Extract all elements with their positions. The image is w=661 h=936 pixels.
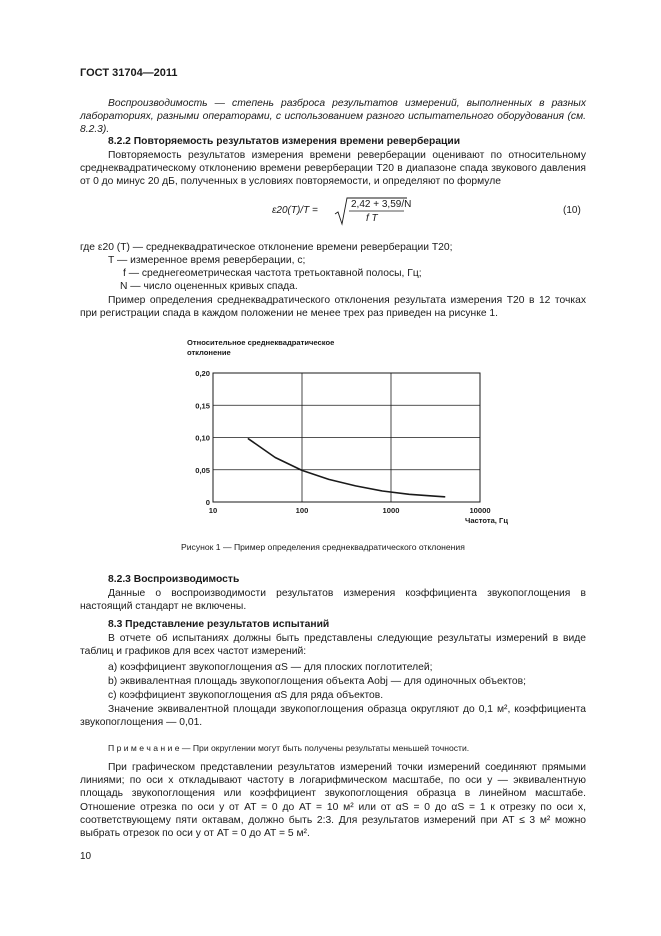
- x-tick-label: 100: [295, 506, 309, 515]
- figure-caption: Рисунок 1 — Пример определения среднеквадратического отклонения: [181, 542, 465, 552]
- y-axis-title-line2: отклонение: [187, 348, 231, 357]
- x-tick-label: 10000: [469, 506, 491, 515]
- list-item-a: a) коэффициент звукопоглощения αS — для плоских поглотителей;: [108, 662, 433, 673]
- formula-numerator: 2,42 + 3,59/N: [351, 199, 412, 210]
- y-tick-label: 0,10: [195, 433, 210, 443]
- definition-n: N — число оцененных кривых спада.: [120, 281, 298, 292]
- x-tick-label: 10: [208, 506, 218, 515]
- document-code: ГОСТ 31704—2011: [80, 67, 178, 79]
- formula-lhs: ε20(T)/T =: [272, 205, 318, 216]
- where-clause: где ε20 (T) — среднеквадратическое отклонение времени реверберации T20;: [80, 242, 453, 253]
- list-item-c: c) коэффициент звукопоглощения αS для ряда объектов.: [108, 690, 384, 701]
- reproducibility-definition: Воспроизводимость — степень разброса результатов измерений, выполненных в разных лабораториях, разными операторами, с использованием разного испытательного оборудования (см. 8.2.3).: [80, 98, 586, 136]
- formula-10: [272, 205, 318, 216]
- y-axis-title-line1: Относительное среднеквадратическое: [187, 338, 335, 347]
- y-tick-label: 0,15: [195, 401, 210, 411]
- y-tick-label: 0,05: [195, 465, 210, 475]
- example-paragraph: Пример определения среднеквадратического отклонения результата измерения T20 в 12 точках при регистрации спада в каждом положении не менее трех раз приведен на рисунке 1.: [80, 295, 586, 320]
- definition-f: f — среднегеометрическая частота третьоктавной полосы, Гц;: [123, 268, 422, 279]
- note: П р и м е ч а н и е — При округлении могут быть получены результаты меньшей точности.: [108, 743, 470, 753]
- section-8-3-heading: 8.3 Представление результатов испытаний: [108, 619, 330, 630]
- rounding-paragraph: Значение эквивалентной площади звукопоглощения образца округляют до 0,1 м², коэффициента звукопоглощения — 0,01.: [80, 704, 586, 729]
- figure-1-chart: [185, 335, 515, 535]
- section-8-2-3-heading: 8.2.3 Воспроизводимость: [108, 574, 240, 585]
- section-8-2-3-paragraph: Данные о воспроизводимости результатов измерения коэффициента звукопоглощения в настоящий стандарт не включены.: [80, 588, 586, 613]
- y-tick-label: 0,20: [195, 369, 210, 378]
- list-item-b: b) эквивалентная площадь звукопоглощения объекта Aobj — для одиночных объектов;: [108, 676, 526, 687]
- graph-presentation-paragraph: При графическом представлении результатов измерений точки измерений соединяют прямыми линиями; по оси x откладывают частоту в логарифмическом масштабе, по оси y — эквивалентную площадь звукопоглощения или коэффициент звукопоглощения образца в линейном масштабе. Отношение отрезка по оси y от AT = 0 до AT = 10 м² или от αS = 0 до αS = 1 к отрезку по оси x, соответствующему пяти октавам, должно быть 2:3. Для результатов измерений при AT ≤ 3 м² можно выбрать отрезок по оси y от AT = 0 до AT = 5 м².: [80, 762, 586, 840]
- formula-denominator: f T: [366, 213, 378, 224]
- definition-t: T — измеренное время реверберации, с;: [108, 255, 306, 266]
- section-8-2-2-paragraph: Повторяемость результатов измерения времени реверберации оценивают по относительному среднеквадратическому отклонению времени реверберации T20 в диапазоне спада звукового давления от 0 до минус 20 дБ, полученных в условиях повторяемости, и определяют по формуле: [80, 150, 586, 188]
- page-number: 10: [80, 851, 92, 862]
- section-8-3-paragraph: В отчете об испытаниях должны быть представлены следующие результаты измерений в виде таблиц и графиков для всех частот измерений:: [80, 633, 586, 658]
- series-line: [248, 439, 444, 497]
- x-tick-label: 1000: [382, 506, 400, 515]
- y-tick-label: 0: [205, 498, 210, 507]
- x-axis-title: Частота, Гц: [465, 516, 508, 525]
- formula-number: (10): [563, 205, 581, 216]
- section-8-2-2-heading: 8.2.2 Повторяемость результатов измерения времени реверберации: [108, 136, 461, 147]
